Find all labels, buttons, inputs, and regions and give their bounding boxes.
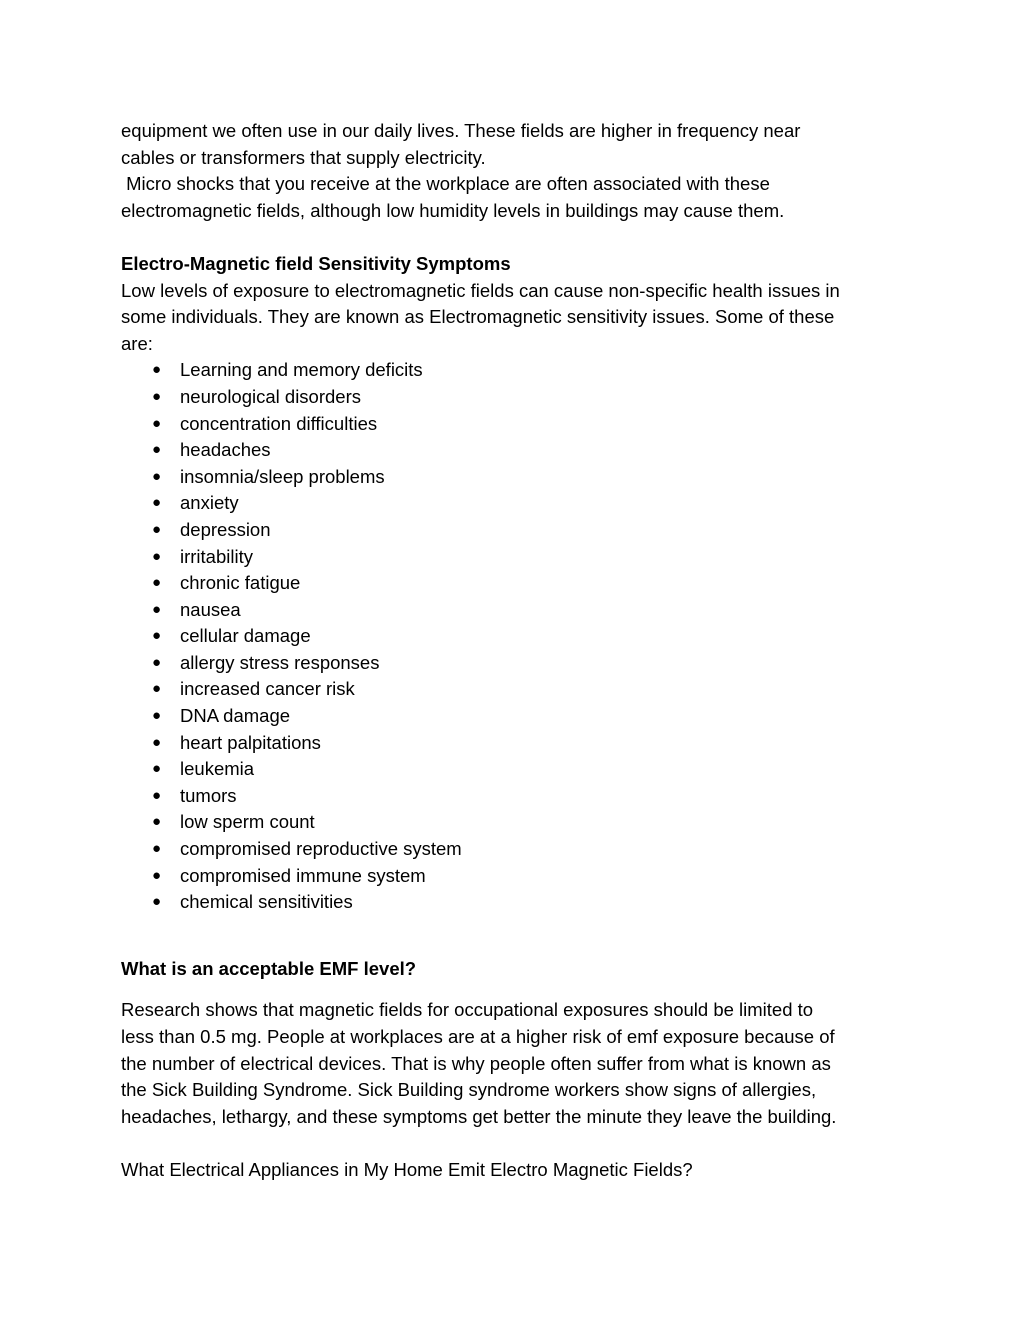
intro-line: Micro shocks that you receive at the workplace are often associated with these	[121, 173, 770, 195]
list-item	[121, 597, 921, 624]
bullet-icon: ●	[152, 813, 162, 831]
bullet-icon: ●	[152, 840, 162, 858]
list-item	[121, 809, 921, 836]
list-item-label: depression	[180, 518, 271, 540]
list-item	[121, 756, 921, 783]
symptoms-body-line: are:	[121, 332, 153, 354]
list-item	[121, 411, 921, 438]
symptoms-section	[121, 251, 921, 916]
list-item	[121, 889, 921, 916]
document-page	[121, 118, 921, 1184]
bullet-icon: ●	[152, 387, 162, 405]
list-item	[121, 703, 921, 730]
list-item	[121, 544, 921, 571]
list-item-label: nausea	[180, 598, 241, 620]
bullet-icon: ●	[152, 760, 162, 778]
emf-body-line: less than 0.5 mg. People at workplaces are at a higher risk of emf exposure because of	[121, 1026, 835, 1047]
list-item-label: DNA damage	[180, 705, 291, 727]
list-item-label: irritability	[180, 545, 253, 567]
bullet-icon: ●	[152, 627, 162, 645]
list-item-label: heart palpitations	[180, 731, 321, 753]
list-item	[121, 357, 921, 384]
symptoms-body-line: some individuals. They are known as Electromagnetic sensitivity issues. Some of these	[121, 306, 835, 328]
bullet-icon: ●	[152, 441, 162, 459]
list-item-label: insomnia/sleep problems	[180, 465, 385, 487]
bullet-icon: ●	[152, 414, 162, 432]
symptoms-list	[121, 357, 921, 915]
list-item-label: Learning and memory deficits	[180, 359, 423, 381]
list-item-label: increased cancer risk	[180, 678, 355, 700]
list-item-label: concentration difficulties	[180, 412, 378, 434]
list-item	[121, 623, 921, 650]
list-item-label: compromised immune system	[180, 864, 426, 886]
list-item-label: cellular damage	[180, 625, 311, 647]
list-item-label: leukemia	[180, 758, 255, 780]
emf-body-line: the Sick Building Syndrome. Sick Building syndrome workers show signs of allergies,	[121, 1079, 817, 1101]
bullet-icon: ●	[152, 467, 162, 485]
list-item	[121, 730, 921, 757]
list-item	[121, 437, 921, 464]
list-item	[121, 836, 921, 863]
emf-body-line: the number of electrical devices. That is why people often suffer from what is known as	[121, 1052, 831, 1074]
list-item	[121, 570, 921, 597]
emf-heading: What is an acceptable EMF level?	[121, 957, 417, 979]
list-item	[121, 863, 921, 890]
symptoms-body-line: Low levels of exposure to electromagnetic fields can cause non-specific health issues in	[121, 279, 840, 301]
bullet-icon: ●	[152, 494, 162, 512]
bullet-icon: ●	[152, 866, 162, 884]
list-item-label: allergy stress responses	[180, 651, 380, 673]
list-item	[121, 783, 921, 810]
symptoms-heading: Electro-Magnetic field Sensitivity Symptoms	[121, 252, 511, 274]
intro-line: electromagnetic fields, although low humidity levels in buildings may cause them.	[121, 199, 785, 221]
emf-body-line: headaches, lethargy, and these symptoms get better the minute they leave the building.	[121, 1105, 837, 1127]
bullet-icon: ●	[152, 893, 162, 911]
list-item-label: chemical sensitivities	[180, 891, 353, 913]
bullet-icon: ●	[152, 547, 162, 565]
list-item	[121, 517, 921, 544]
list-item-label: headaches	[180, 439, 271, 461]
bullet-icon: ●	[152, 653, 162, 671]
list-item	[121, 464, 921, 491]
list-item-label: anxiety	[180, 492, 239, 514]
intro-paragraph	[121, 118, 921, 224]
list-item-label: chronic fatigue	[180, 572, 301, 594]
emf-body-line: Research shows that magnetic fields for occupational exposures should be limited to	[121, 999, 814, 1021]
list-item-label: compromised reproductive system	[180, 838, 462, 860]
appliances-heading: What Electrical Appliances in My Home Emit Electro Magnetic Fields?	[121, 1158, 693, 1180]
intro-line: equipment we often use in our daily lives. These fields are higher in frequency near	[121, 120, 801, 141]
list-item-label: neurological disorders	[180, 385, 361, 407]
list-item	[121, 676, 921, 703]
bullet-icon: ●	[152, 600, 162, 618]
list-item	[121, 490, 921, 517]
bullet-icon: ●	[152, 361, 162, 379]
emf-section	[121, 956, 921, 1131]
bullet-icon: ●	[152, 574, 162, 592]
intro-line: cables or transformers that supply electricity.	[121, 146, 486, 168]
bullet-icon: ●	[152, 733, 162, 751]
bullet-icon: ●	[152, 520, 162, 538]
bullet-icon: ●	[152, 707, 162, 725]
list-item	[121, 384, 921, 411]
bullet-icon: ●	[152, 680, 162, 698]
list-item-label: tumors	[180, 784, 237, 806]
list-item-label: low sperm count	[180, 811, 315, 833]
list-item	[121, 650, 921, 677]
bullet-icon: ●	[152, 786, 162, 804]
